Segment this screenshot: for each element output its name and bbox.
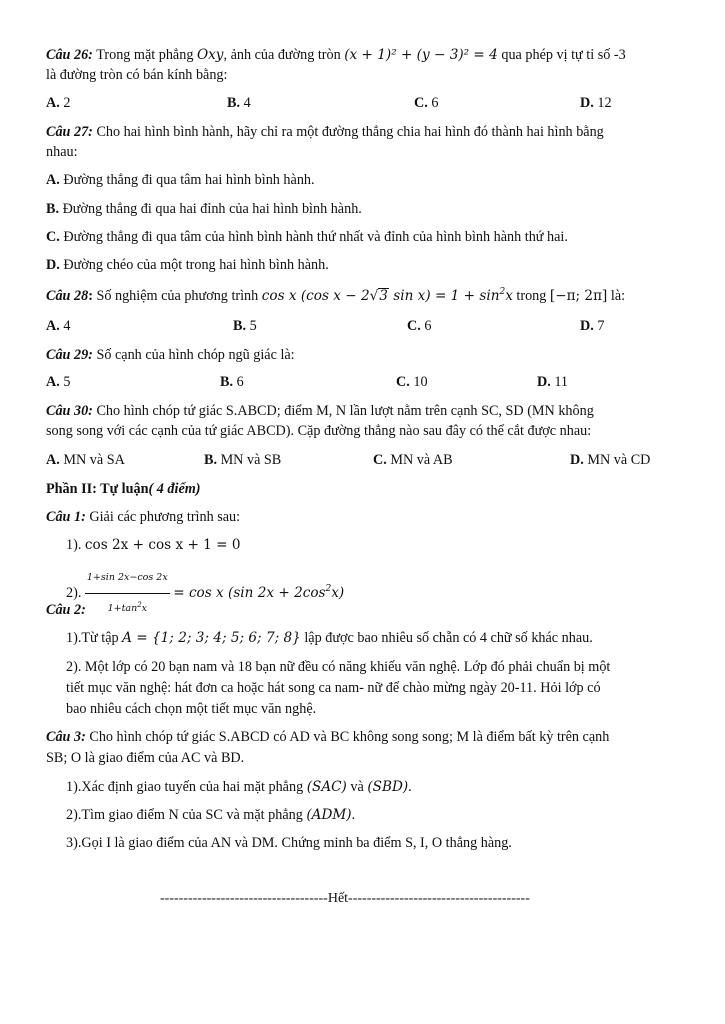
c2-item1-set: A = {1; 2; 3; 4; 5; 6; 7; 8}	[122, 630, 301, 646]
q27-option-b	[46, 200, 362, 218]
fraction-denominator	[85, 594, 170, 623]
q26-text-b: , ảnh của đường tròn	[223, 47, 341, 63]
option-key: B.	[233, 318, 247, 334]
option-key: A.	[46, 374, 60, 390]
q26-circle-eq: (x + 1)² + (y − 3)² = 4	[344, 47, 498, 63]
option-value: 10	[413, 374, 428, 390]
option-key: B.	[227, 95, 241, 111]
c3-item2-plane: (ADM)	[306, 807, 352, 823]
den-part-a: 1+tan	[107, 603, 138, 614]
q26-text-a: Trong mặt phẳng	[96, 47, 194, 63]
q26-line-1	[46, 46, 626, 64]
q29-option-c	[396, 373, 428, 391]
q28-eq-part-b: sin x) = 1 + sin	[393, 288, 500, 304]
option-key: B.	[46, 201, 60, 217]
q30-option-d	[570, 451, 650, 469]
option-key: B.	[204, 452, 218, 468]
q30-option-a	[46, 451, 125, 469]
option-value: 6	[424, 318, 432, 334]
c3-item2-text: 2).Tìm giao điểm N của SC và mặt phẳng	[66, 807, 303, 823]
c3-item-1	[66, 778, 412, 796]
option-key: A.	[46, 452, 60, 468]
c2-label-line	[46, 601, 86, 619]
q27-option-d	[46, 256, 329, 274]
c2-item2-line-1: 2). Một lớp có 20 bạn nam và 18 bạn nữ đều có năng khiếu văn nghệ. Lớp đó phải chuẩn bị một	[66, 659, 611, 675]
option-key: D.	[580, 318, 594, 334]
q30-label: Câu 30:	[46, 403, 93, 419]
c1-label: Câu 1:	[46, 509, 86, 525]
c3-item1-text: 1).Xác định giao tuyến của hai mặt phẳng	[66, 779, 304, 795]
q30-option-b	[204, 451, 281, 469]
q27-text-1: Cho hai hình bình hành, hãy chỉ ra một đường thẳng chia hai hình đó thành hai hình bằng	[96, 124, 604, 140]
option-value: 4	[243, 95, 251, 111]
c2-item2-line-3: bao nhiêu cách chọn một tiết mục văn nghệ.	[66, 701, 317, 717]
option-key: D.	[580, 95, 594, 111]
c1-item-2	[66, 564, 344, 623]
rhs-part-a: = cos x (sin 2x + 2cos	[173, 584, 326, 601]
c3-item2-end: .	[351, 807, 356, 823]
den-sup: 2	[137, 601, 142, 609]
q26-line-2: là đường tròn có bán kính bằng:	[46, 67, 228, 83]
c3-line-1	[46, 728, 609, 746]
q29-text: Số cạnh của hình chóp ngũ giác là:	[96, 347, 295, 363]
c3-item1-end: .	[408, 779, 412, 795]
q26-label: Câu 26:	[46, 47, 93, 63]
q27-line-2: nhau:	[46, 144, 78, 160]
q27-option-c	[46, 228, 568, 246]
option-value: Đường chéo của một trong hai hình bình hành.	[63, 257, 329, 273]
q28-eq-part-c: x	[505, 288, 513, 304]
den-part-b: x	[141, 603, 148, 614]
q28-option-a	[46, 317, 70, 335]
q28-text-a: Số nghiệm của phương trình	[96, 288, 259, 304]
option-value: 6	[431, 95, 439, 111]
c2-label: Câu 2:	[46, 602, 86, 618]
q28-text-c: là:	[610, 288, 626, 304]
q28-option-b	[233, 317, 257, 335]
c1-line	[46, 508, 240, 526]
q27-line-1	[46, 123, 604, 141]
q28-eq-part-a: cos x (cos x − 2	[261, 288, 370, 304]
fraction-numerator: 1+sin 2x−cos 2x	[85, 564, 170, 594]
q28-label: Câu 28	[46, 288, 89, 304]
q29-line-1	[46, 346, 295, 364]
option-key: A.	[46, 318, 60, 334]
option-value: 7	[597, 318, 605, 334]
c1-item1-equation: cos 2x + cos x + 1 = 0	[84, 537, 241, 553]
q28-colon: :	[88, 288, 93, 304]
c3-item1-plane-2: (SBD)	[367, 779, 409, 795]
part2-title: Phần II: Tự luận	[46, 481, 149, 497]
option-value: MN và AB	[390, 452, 453, 468]
rhs-sup: 2	[325, 583, 332, 594]
option-value: 5	[249, 318, 257, 334]
q27-option-a	[46, 171, 315, 189]
option-key: C.	[46, 229, 60, 245]
option-value: Đường thẳng đi qua tâm của hình bình hành thứ nhất và đỉnh của hình bình hành thứ hai.	[63, 229, 568, 245]
option-key: C.	[414, 95, 428, 111]
option-value: Đường thẳng đi qua hai đỉnh của hai hình bình hành.	[62, 201, 362, 217]
option-value: 4	[63, 318, 71, 334]
q28-eq-sup: 2	[499, 287, 506, 297]
c3-text-1: Cho hình chóp tứ giác S.ABCD có AD và BC không song song; M là điểm bất kỳ trên cạnh	[89, 729, 610, 745]
c1-item-1	[66, 536, 241, 554]
c1-item1-num: 1).	[66, 537, 82, 553]
c1-item2-fraction	[85, 564, 170, 623]
option-key: C.	[373, 452, 387, 468]
c3-item1-plane-1: (SAC)	[306, 779, 347, 795]
option-value: 6	[236, 374, 244, 390]
q28-interval: [−π; 2π]	[549, 288, 608, 304]
q26-plane: Oxy	[196, 47, 224, 63]
c3-label: Câu 3:	[46, 729, 86, 745]
option-value: 2	[63, 95, 71, 111]
q28-option-c	[407, 317, 431, 335]
q28-text-b: trong	[516, 288, 547, 304]
c2-item-1	[66, 629, 593, 647]
option-value: 11	[554, 374, 569, 390]
c3-item1-mid: và	[350, 779, 364, 795]
option-key: A.	[46, 172, 60, 188]
option-value: 12	[597, 95, 612, 111]
q26-option-d	[580, 94, 612, 112]
option-value: Đường thẳng đi qua tâm hai hình bình hành.	[63, 172, 315, 188]
option-key: C.	[407, 318, 421, 334]
q30-line-1	[46, 402, 594, 420]
option-value: MN và SA	[63, 452, 125, 468]
c3-line-2: SB; O là giao điểm của AC và BD.	[46, 750, 245, 766]
q27-label: Câu 27:	[46, 124, 93, 140]
c1-item2-rhs	[173, 585, 344, 601]
c1-item2-num: 2).	[66, 584, 82, 601]
c2-item2-line-2: tiết mục văn nghệ: hát đơn ca hoặc hát song ca nam- nữ để chào mừng ngày 20-11. Hỏi lớp có	[66, 680, 601, 696]
q26-option-b	[227, 94, 251, 112]
c2-item1-text-b: lập được bao nhiêu số chẵn có 4 chữ số khác nhau.	[304, 630, 593, 646]
q29-option-b	[220, 373, 244, 391]
option-value: 5	[63, 374, 71, 390]
sqrt-icon: √	[369, 288, 379, 304]
option-value: MN và CD	[587, 452, 651, 468]
rhs-part-b: x)	[331, 584, 345, 601]
q28-option-d	[580, 317, 604, 335]
option-key: D.	[46, 257, 60, 273]
c2-item1-text-a: 1).Từ tập	[66, 630, 119, 646]
q30-line-2: song song với các cạnh của tứ giác ABCD). Cặp đường thẳng nào sau đây có thể cắt được nhau:	[46, 423, 592, 439]
option-key: D.	[537, 374, 551, 390]
option-value: MN và SB	[220, 452, 282, 468]
option-key: D.	[570, 452, 584, 468]
q26-option-c	[414, 94, 438, 112]
q30-text-1: Cho hình chóp tứ giác S.ABCD; điểm M, N lần lượt nằm trên cạnh SC, SD (MN không	[96, 403, 594, 419]
q26-option-a	[46, 94, 70, 112]
c3-item-2	[66, 806, 355, 824]
q30-option-c	[373, 451, 453, 469]
option-key: C.	[396, 374, 410, 390]
q29-option-d	[537, 373, 568, 391]
q29-label: Câu 29:	[46, 347, 93, 363]
part2-heading	[46, 480, 201, 498]
option-key: A.	[46, 95, 60, 111]
q29-option-a	[46, 373, 70, 391]
end-divider: ------------------------------------Hết---------------------------------------	[160, 891, 530, 906]
option-key: B.	[220, 374, 234, 390]
c3-item-3: 3).Gọi I là giao điểm của AN và DM. Chứng minh ba điểm S, I, O thẳng hàng.	[66, 835, 512, 851]
part2-points: ( 4 điểm)	[148, 481, 201, 497]
q28-eq-sqrt-arg: 3	[379, 288, 388, 304]
q28-equation	[262, 288, 513, 304]
q28-line-1	[46, 287, 625, 305]
c1-text: Giải các phương trình sau:	[89, 509, 241, 525]
q26-text-c: qua phép vị tự tỉ số -3	[501, 47, 626, 63]
